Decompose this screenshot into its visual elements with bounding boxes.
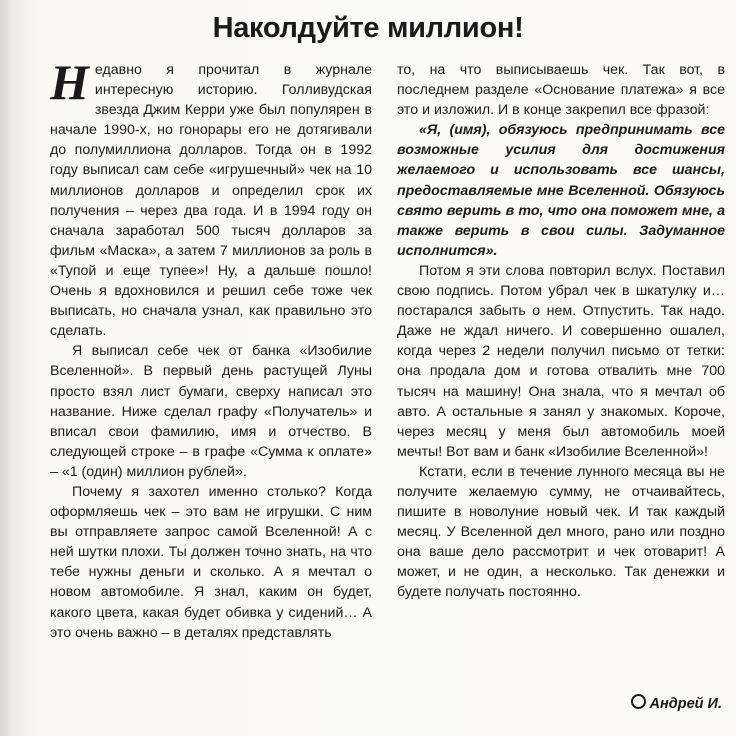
article-title: Наколдуйте миллион! [212,12,524,44]
copyright-circle-icon [631,694,646,709]
drop-cap: Н [50,54,89,110]
paragraph-4: Потом я эти слова повторил вслух. Поставил свою подпись. Потом убрал чек в шкатулку и… постарался забыть о нем. Отпустить. Так надо. Даже не ждал ничего. И совершенно ошалел, когда через 2 недели получил письмо от тетки: она продала дом и готова отвалить мне 700 тысяч на машину! Она знала, что я мечтал об авто. А остальные я занял у знакомых. Короче, через месяц у меня был автомобиль моей мечты! Вот вам и банк «Изобилие Вселенной»! [397,262,725,460]
paragraph-3-continued: то, на что выписываешь чек. Так вот, в последнем разделе «Основание платежа» я все это и изложил. И в конце закрепил все фразой: [397,62,725,119]
left-column [50,54,372,643]
paragraph-2: Я выписал себе чек от банка «Изобилие Вселенной». В первый день растущей Луны просто взял лист бумаги, сверху написал это название. Ниже сделал графу «Получатель» и вписал свои фамилию, имя и отчество. В следующей строке – в графе «Сумма к оплате» – «1 (один) миллион рублей». [50,343,372,480]
paragraph-5: Кстати, если в течение лунного месяца вы не получите желаемую сумму, не отчаивайтесь, пишите в новолуние новый чек. И так каждый месяц. У Вселенной дел много, рано или поздно она ваше дело рассмотрит и чек отоварит! А может, и не один, а несколько. Так денежки и будете получать постоянно. [397,463,725,601]
author-signature [631,694,722,712]
pledge-quote: «Я, (имя), обязуюсь предпринимать все возможные усилия для достижения желаемого и использовать все шансы, предоставляемые мне Вселенной. Обязуюсь свято верить в то, что она поможет мне, а также верить в свои силы. Задуманное исполнится». [397,122,725,259]
right-column [397,60,725,603]
paragraph-3: Почему я захотел именно столько? Когда оформляешь чек – это вам не игрушки. С ним вы отправляете запрос самой Вселенной! А с ней шутки плохи. Ты должен точно знать, на что тебе нужны деньги и сколько. А я мечтал о новом автомобиле. Я знал, каким он будет, какого цвета, какая будет обивка у сидений… А это очень важно – в деталях представлять [50,483,372,641]
paragraph-1 [50,54,372,341]
author-name: Андрей И. [649,696,722,712]
paragraph-1-text: едавно я прочитал в журнале интересную историю. Голливудская звезда Джим Керри уже был популярен в начале 1990-х, но гонорары его не дотягивали до полумиллиона долларов. Тогда он в 1992 году выписал сам себе «игрушечный» чек на 10 миллионов долларов и определил срок их получения – через два года. И в 1994 году он сначала заработал 500 тысяч долларов за фильм «Маска», а затем 7 миллионов за роль в «Тупой и еще тупее»! Ну, а дальше пошло! Очень я вдохновился и решил себе тоже чек выписать, но сначала узнал, как правильно это сделать. [50,62,372,340]
